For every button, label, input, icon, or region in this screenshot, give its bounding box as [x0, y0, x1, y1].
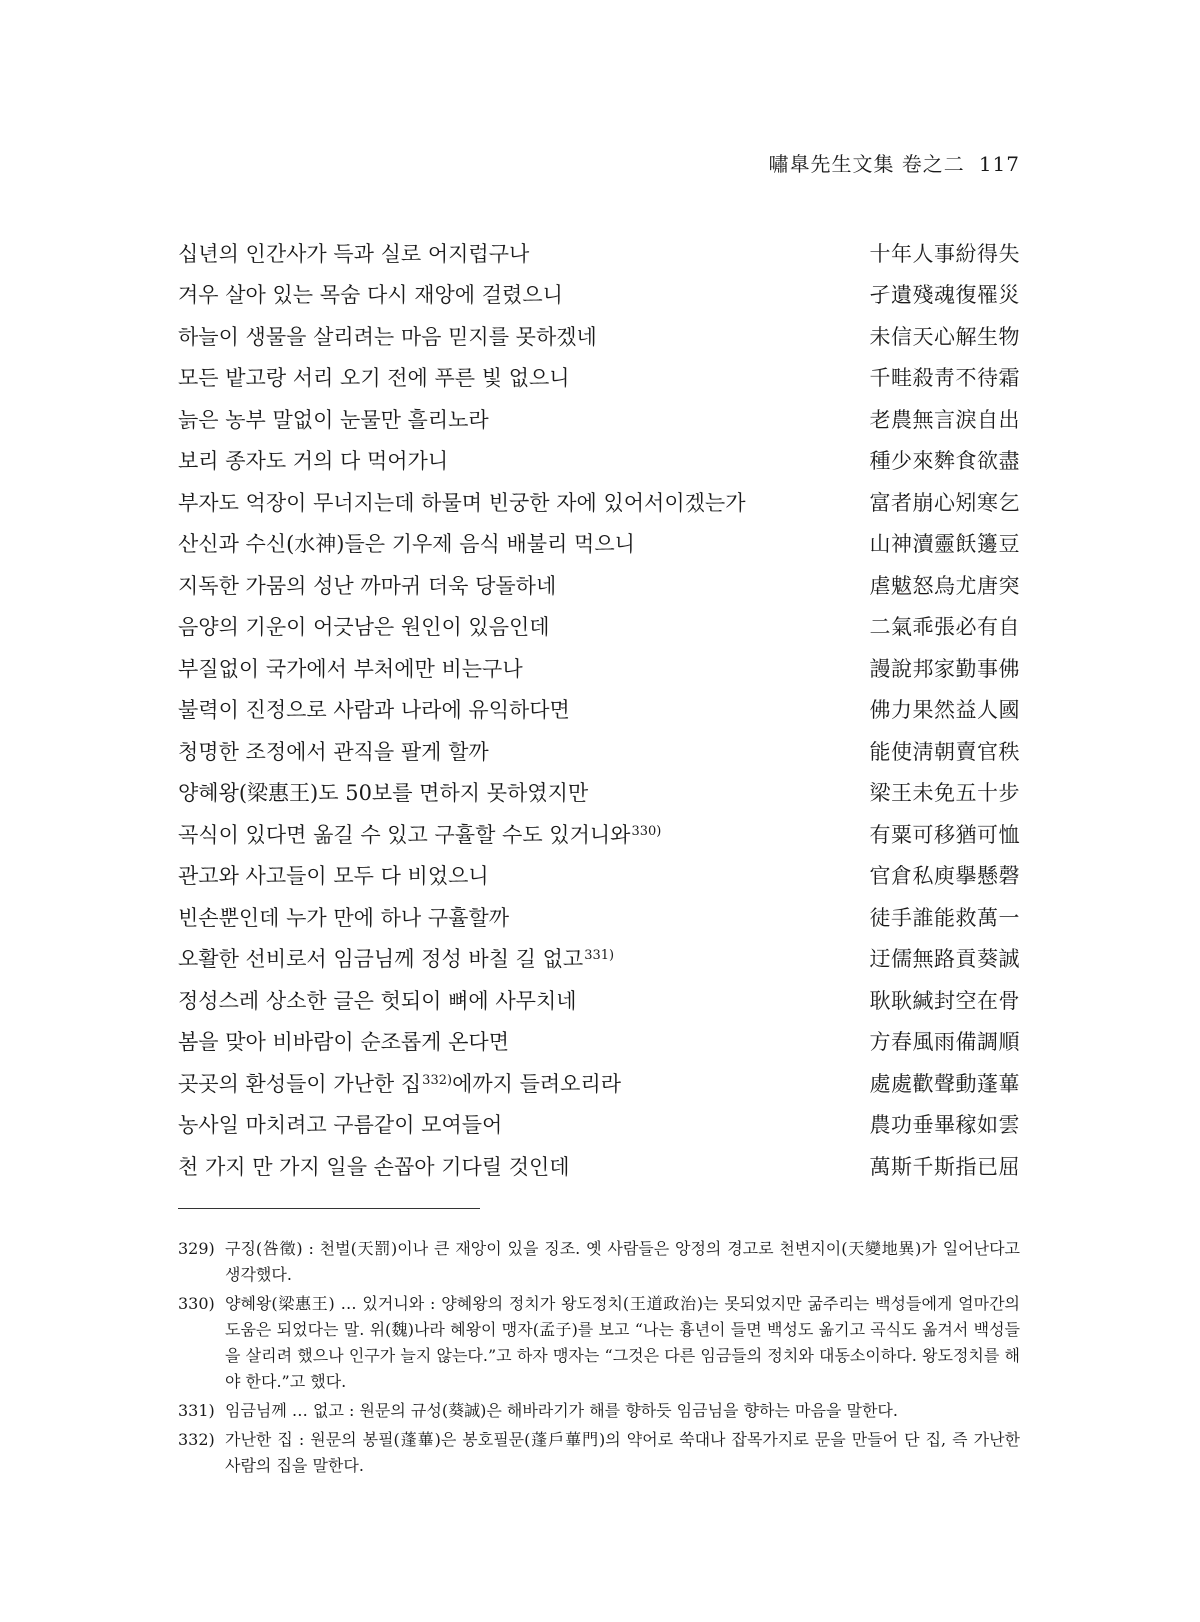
korean-text: 정성스레 상소한 글은 헛되이 뼈에 사무치네: [178, 988, 577, 1013]
footnote-number: 330): [178, 1294, 215, 1313]
korean-text: 곳곳의 환성들이 가난한 집: [178, 1071, 422, 1096]
classical-chinese-line: 萬斯千斯指已屈: [869, 1154, 1020, 1179]
classical-chinese-line: 千畦殺靑不待霜: [869, 366, 1020, 391]
classical-chinese-line: 能使淸朝賣官秩: [869, 739, 1020, 764]
korean-translation: [178, 860, 489, 890]
classical-chinese-line: 孑遺殘魂復罹災: [869, 283, 1020, 308]
poem-line: [178, 606, 1020, 648]
poem-line: [178, 938, 1020, 980]
poem-line: [178, 647, 1020, 689]
korean-text: 산신과 수신(水神)들은 기우제 음식 배불리 먹으니: [178, 532, 635, 557]
korean-translation: [178, 1026, 509, 1056]
footnote-divider: [178, 1208, 480, 1209]
poem-line: [178, 274, 1020, 316]
korean-text: 빈손뿐인데 누가 만에 하나 구휼할까: [178, 905, 509, 930]
footnote: [178, 1236, 1020, 1288]
footnotes: [178, 1236, 1020, 1482]
classical-chinese-line: 有粟可移猶可恤: [869, 822, 1020, 847]
korean-translation: [178, 611, 550, 641]
footnote-text: 가난한 집 : 원문의 봉필(蓬蓽)은 봉호필문(蓬戶蓽門)의 약어로 쑥대나 잡목가지로 문을 만들어 단 집, 즉 가난한 사람의 집을 말한다.: [225, 1430, 1020, 1475]
footnote-ref: 330): [631, 823, 662, 839]
korean-text: 관고와 사고들이 모두 다 비었으니: [178, 864, 489, 889]
korean-translation: [178, 943, 614, 973]
korean-translation: [178, 736, 489, 766]
footnote-number: 331): [178, 1401, 215, 1420]
korean-text: 부자도 억장이 무너지는데 하물며 빈궁한 자에 있어서이겠는가: [178, 490, 746, 515]
classical-chinese-line: 種少來麰食欲盡: [869, 449, 1020, 474]
running-header: [768, 148, 1020, 177]
korean-text: 부질없이 국가에서 부처에만 비는구나: [178, 656, 523, 681]
classical-chinese-line: 未信天心解生物: [869, 324, 1020, 349]
footnote-number: 332): [178, 1430, 215, 1449]
korean-translation: [178, 985, 577, 1015]
korean-text: 십년의 인간사가 득과 실로 어지럽구나: [178, 241, 530, 266]
classical-chinese-line: 迂儒無路貢葵誠: [869, 947, 1020, 972]
korean-text: 지독한 가뭄의 성난 까마귀 더욱 당돌하네: [178, 573, 557, 598]
classical-chinese-line: 謾說邦家勤事佛: [869, 656, 1020, 681]
page-number: 117: [978, 152, 1020, 176]
korean-text: 농사일 마치려고 구름같이 모여들어: [178, 1113, 503, 1138]
poem-line: [178, 855, 1020, 897]
korean-translation: [178, 279, 563, 309]
classical-chinese-line: 佛力果然益人國: [869, 698, 1020, 723]
poem-line: [178, 689, 1020, 731]
korean-text: 청명한 조정에서 관직을 팔게 할까: [178, 739, 489, 764]
footnote-text: 임금님께 … 없고 : 원문의 규성(葵誠)은 해바라기가 해를 향하듯 임금님을 향하는 마음을 말한다.: [225, 1401, 898, 1420]
footnote-ref: 332): [422, 1072, 453, 1088]
korean-text: 천 가지 만 가지 일을 손꼽아 기다릴 것인데: [178, 1154, 570, 1179]
korean-text: 봄을 맞아 비바람이 순조롭게 온다면: [178, 1030, 509, 1055]
korean-text: 모든 밭고랑 서리 오기 전에 푸른 빛 없으니: [178, 366, 570, 391]
classical-chinese-line: 山神瀆靈飫籩豆: [869, 532, 1020, 557]
korean-translation: [178, 1151, 570, 1181]
korean-text: 보리 종자도 거의 다 먹어가니: [178, 449, 449, 474]
poem-line: [178, 730, 1020, 772]
korean-translation: [178, 1109, 502, 1139]
classical-chinese-line: 老農無言淚自出: [869, 407, 1020, 432]
classical-chinese-line: 虐魃怒烏尤唐突: [869, 573, 1020, 598]
korean-translation: [178, 362, 570, 392]
korean-text: 늙은 농부 말없이 눈물만 흘리노라: [178, 407, 489, 432]
poem-line: [178, 315, 1020, 357]
poem-line: [178, 564, 1020, 606]
classical-chinese-line: 富者崩心矧寒乞: [869, 490, 1020, 515]
poem-line: [178, 523, 1020, 565]
korean-translation: [178, 321, 597, 351]
classical-chinese-line: 二氣乖張必有自: [869, 615, 1020, 640]
korean-translation: [178, 777, 588, 807]
korean-text: 오활한 선비로서 임금님께 정성 바칠 길 없고: [178, 947, 584, 972]
classical-chinese-line: 方春風雨備調順: [869, 1030, 1020, 1055]
classical-chinese-line: 十年人事紛得失: [869, 241, 1020, 266]
classical-chinese-line: 處處歡聲動蓬蓽: [869, 1071, 1020, 1096]
poem-line: [178, 772, 1020, 814]
poem-line: [178, 896, 1020, 938]
footnote: [178, 1427, 1020, 1479]
footnote-text: 구징(咎徵) : 천벌(天罰)이나 큰 재앙이 있을 징조. 옛 사람들은 앙정의 경고로 천변지이(天變地異)가 일어난다고 생각했다.: [225, 1239, 1020, 1284]
poem-line: [178, 813, 1020, 855]
korean-text: 양혜왕(梁惠王)도 50보를 면하지 못하였지만: [178, 781, 589, 806]
korean-translation: [178, 404, 489, 434]
footnote: [178, 1398, 1020, 1424]
poem-line: [178, 1021, 1020, 1063]
korean-text: 곡식이 있다면 옮길 수 있고 구휼할 수도 있거니와: [178, 822, 631, 847]
korean-text-continued: 에까지 들려오리라: [452, 1071, 622, 1096]
classical-chinese-line: 梁王未免五十步: [869, 781, 1020, 806]
footnote-number: 329): [178, 1239, 215, 1258]
korean-text: 불력이 진정으로 사람과 나라에 유익하다면: [178, 698, 570, 723]
poem-line: [178, 481, 1020, 523]
korean-translation: [178, 528, 635, 558]
korean-translation: [178, 819, 661, 849]
korean-translation: [178, 1068, 621, 1098]
footnote-text: 양혜왕(梁惠王) … 있거니와 : 양혜왕의 정치가 왕도정치(王道政治)는 못되었지만 굶주리는 백성들에게 얼마간의 도움은 되었다는 말. 위(魏)나라 혜왕이 맹자(孟子)를 보고 “나는 흉년이 들면 백성도 옮기고 곡식도 옮겨서 백성들을 살리려 했으나 인구가 늘지 않는다.”고 하자 맹자는 “그것은 다른 임금들의 정치와 대동소이하다. 왕도정치를 해야 한다.”고 했다.: [225, 1294, 1020, 1391]
poem-line: [178, 1104, 1020, 1146]
korean-translation: [178, 694, 570, 724]
poem-body: [178, 232, 1020, 1187]
korean-text: 음양의 기운이 어긋남은 원인이 있음인데: [178, 615, 550, 640]
classical-chinese-line: 徒手誰能救萬一: [869, 905, 1020, 930]
poem-line: [178, 440, 1020, 482]
footnote-ref: 331): [584, 948, 615, 964]
korean-translation: [178, 902, 509, 932]
classical-chinese-line: 官倉私庾擧懸磬: [869, 864, 1020, 889]
korean-text: 겨우 살아 있는 목숨 다시 재앙에 걸렸으니: [178, 283, 563, 308]
korean-translation: [178, 238, 529, 268]
korean-translation: [178, 445, 448, 475]
poem-line: [178, 1062, 1020, 1104]
poem-line: [178, 1145, 1020, 1187]
footnote: [178, 1291, 1020, 1395]
book-title: 嘯臯先生文集 卷之二: [768, 152, 965, 176]
poem-line: [178, 398, 1020, 440]
classical-chinese-line: 耿耿緘封空在骨: [869, 988, 1020, 1013]
poem-line: [178, 357, 1020, 399]
poem-line: [178, 232, 1020, 274]
classical-chinese-line: 農功垂畢稼如雲: [869, 1113, 1020, 1138]
korean-text: 하늘이 생물을 살리려는 마음 믿지를 못하겠네: [178, 324, 597, 349]
poem-line: [178, 979, 1020, 1021]
korean-translation: [178, 487, 746, 517]
korean-translation: [178, 570, 556, 600]
korean-translation: [178, 653, 523, 683]
